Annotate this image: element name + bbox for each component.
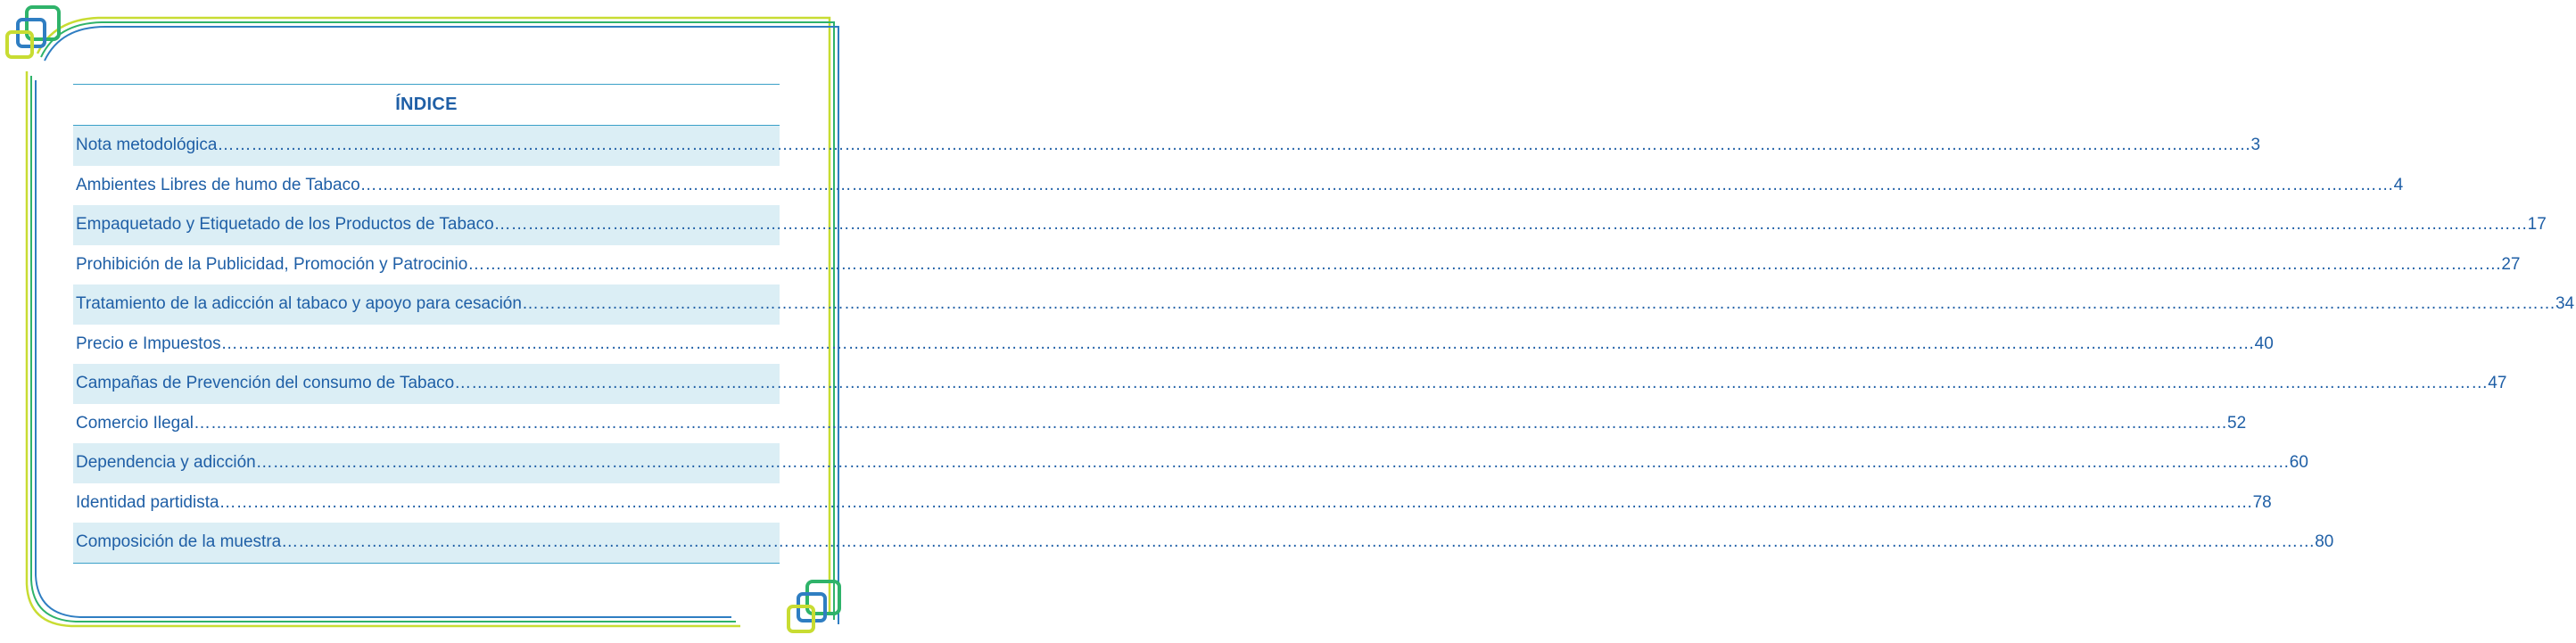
dot-leader: ………………………………………………………………………………………………………………………………………………………………………………………………………………………………………………………………………………………………………………………………	[454, 374, 2489, 393]
toc-entry-label	[73, 215, 2528, 235]
toc-entry-label	[73, 453, 2290, 473]
toc-page-number: 17	[2527, 215, 2547, 235]
toc-entry-label	[73, 136, 2250, 155]
toc-entry[interactable]	[73, 126, 2261, 166]
toc-entry-label	[73, 532, 2315, 552]
toc-entry[interactable]	[73, 443, 2308, 483]
toc-entry-text: Campañas de Prevención del consumo de Tabaco	[76, 374, 455, 393]
dot-leader: ………………………………………………………………………………………………………………………………………………………………………………………………………………………………………………………………………………………………………………………………	[220, 334, 2255, 353]
toc-entry-label	[73, 294, 2555, 314]
dot-leader: ………………………………………………………………………………………………………………………………………………………………………………………………………………………………………………………………………………………………………………………………	[217, 136, 2251, 155]
toc-entry[interactable]	[73, 166, 2404, 206]
toc-entry-text: Precio e Impuestos	[76, 334, 221, 353]
toc-entry[interactable]	[73, 325, 2274, 365]
page-title: ÍNDICE	[73, 85, 780, 126]
toc-page-number: 27	[2501, 254, 2521, 274]
toc-entry-text: Prohibición de la Publicidad, Promoción y Patrocinio	[76, 254, 468, 274]
dot-leader: ………………………………………………………………………………………………………………………………………………………………………………………………………………………………………………………………………………………………………………………………	[194, 413, 2227, 433]
toc-entry-text: Comercio Ilegal	[76, 413, 194, 433]
dot-leader: ………………………………………………………………………………………………………………………………………………………………………………………………………………………………………………………………………………………………………………………………	[255, 453, 2290, 473]
toc-entry-label	[73, 493, 2253, 513]
toc-entry[interactable]	[73, 284, 2575, 325]
toc-page-number: 80	[2315, 532, 2334, 552]
dot-leader: ………………………………………………………………………………………………………………………………………………………………………………………………………………………………………………………………………………………………………………………………	[521, 294, 2555, 314]
toc-entry-text: Dependencia y adicción	[76, 453, 256, 473]
toc-page-number: 34	[2555, 294, 2575, 314]
toc-entry[interactable]	[73, 364, 2507, 404]
toc-page-number: 4	[2393, 175, 2404, 194]
toc-page-number: 60	[2289, 453, 2308, 473]
toc-page-number: 3	[2250, 136, 2261, 155]
toc-entry-label	[73, 176, 2394, 195]
toc-entry-text: Ambientes Libres de humo de Tabaco	[76, 175, 360, 194]
dot-leader: ………………………………………………………………………………………………………………………………………………………………………………………………………………………………………………………………………………………………………………………………	[467, 254, 2502, 274]
dot-leader: ………………………………………………………………………………………………………………………………………………………………………………………………………………………………………………………………………………………………………………………………	[281, 532, 2316, 552]
toc-entry-text: Tratamiento de la adicción al tabaco y apoyo para cesación	[76, 294, 522, 314]
toc-page-number: 78	[2252, 492, 2272, 512]
toc-page-number: 47	[2488, 374, 2507, 393]
nested-squares-logo-icon	[788, 581, 839, 631]
toc-entry-label	[73, 414, 2227, 433]
toc-entry[interactable]	[73, 205, 2547, 245]
toc-entry-text: Empaquetado y Etiquetado de los Productos de Tabaco	[76, 215, 494, 235]
toc-entry[interactable]	[73, 245, 2521, 285]
toc-entry-label	[73, 374, 2488, 393]
toc-list	[73, 126, 2575, 563]
toc-entry[interactable]	[73, 523, 2334, 563]
toc-entry-text: Composición de la muestra	[76, 532, 282, 552]
toc-entry-label	[73, 255, 2501, 275]
toc-entry-text: Nota metodológica	[76, 136, 218, 155]
toc-entry[interactable]	[73, 404, 2247, 444]
toc-page-number: 40	[2254, 334, 2274, 353]
dot-leader: ………………………………………………………………………………………………………………………………………………………………………………………………………………………………………………………………………………………………………………………………	[493, 215, 2528, 235]
toc-entry[interactable]	[73, 483, 2272, 523]
toc-entry-label	[73, 334, 2255, 354]
dot-leader: ………………………………………………………………………………………………………………………………………………………………………………………………………………………………………………………………………………………………………………………………	[359, 175, 2394, 194]
table-of-contents	[73, 84, 2575, 564]
toc-entry-text: Identidad partidista	[76, 492, 219, 512]
dot-leader: ………………………………………………………………………………………………………………………………………………………………………………………………………………………………………………………………………………………………………………………………	[219, 492, 2253, 512]
toc-page-number: 52	[2227, 413, 2247, 433]
